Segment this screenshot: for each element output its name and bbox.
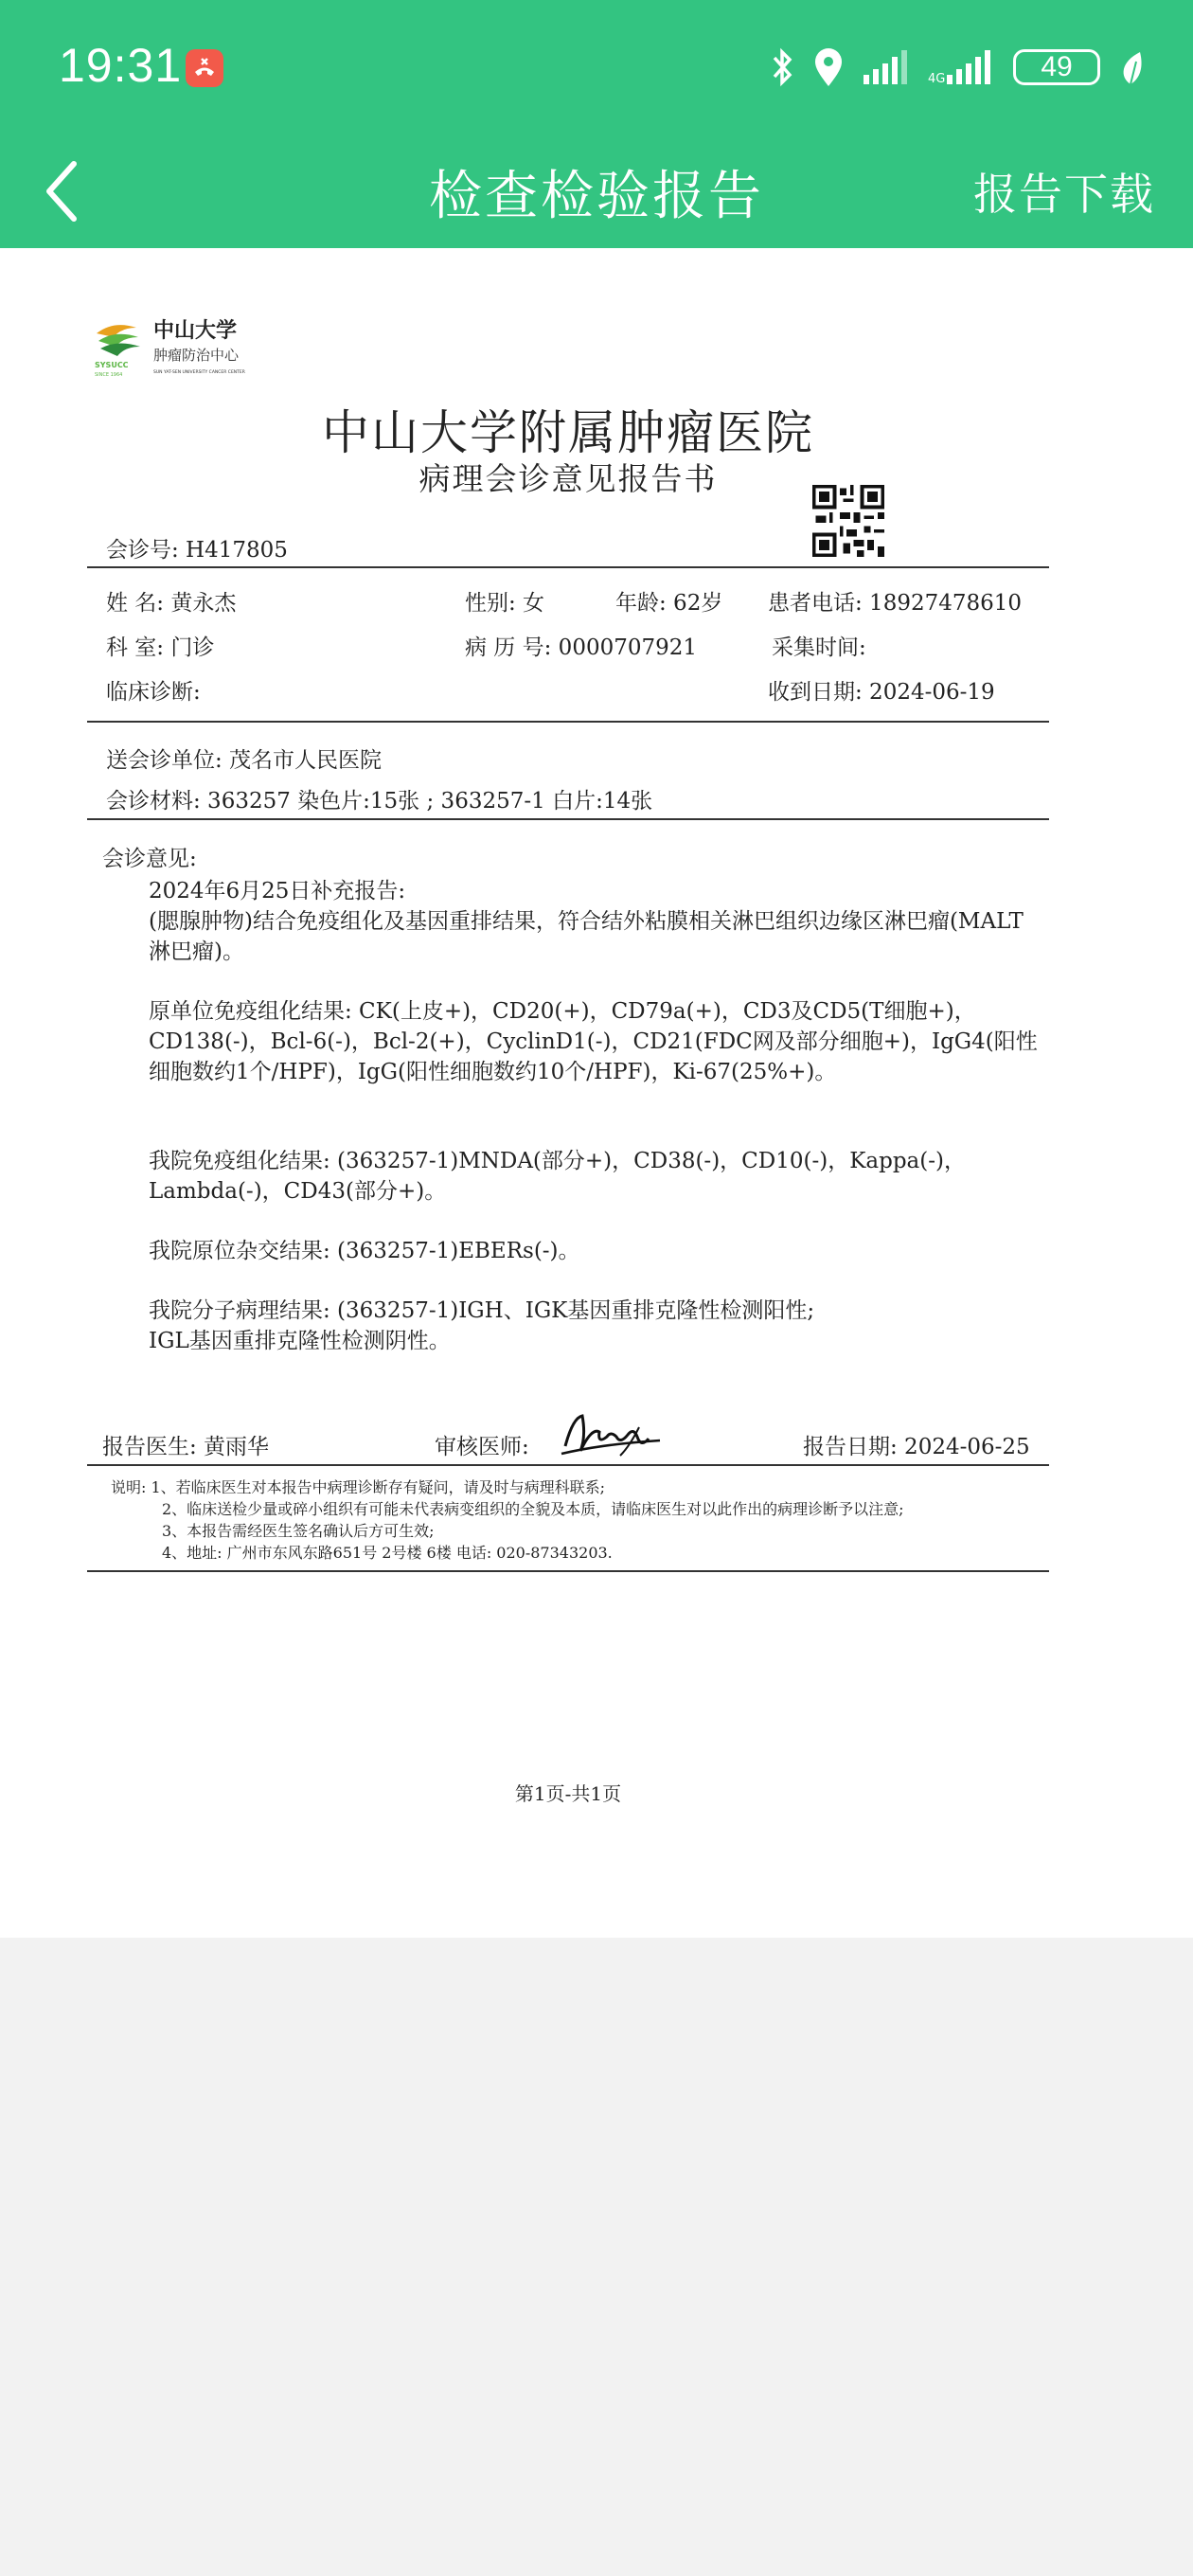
note-line-4: 4、地址: 广州市东风东路651号 2号楼 6楼 电话: 020-87343203. (162, 1544, 613, 1562)
collection-time: 采集时间: (772, 635, 866, 660)
logo-english: SUN YAT-SEN UNIVERSITY CANCER CENTER (153, 370, 245, 375)
clinical-diagnosis: 临床诊断: (106, 680, 201, 705)
divider (87, 566, 1049, 568)
nav-bar (0, 137, 1193, 248)
logo-text: 中山大学 (153, 318, 238, 343)
divider (87, 1464, 1049, 1466)
consult-number: 会诊号: H417805 (106, 538, 288, 563)
location-icon (812, 46, 845, 88)
note-line-3: 3、本报告需经医生签名确认后方可生效; (162, 1522, 435, 1540)
logo-since: SINCE 1964 (95, 372, 123, 378)
app-header (0, 0, 1193, 248)
opinion-original-ihc: 原单位免疫组化结果: CK(上皮+)，CD20(+)，CD79a(+)，CD3及CD5(T细胞+)，CD138(-)，Bcl-6(-)，Bcl-2(+)，CyclinD1(-)，CD21(FDC网及部分细胞+)，IgG4(阳性细胞数约1个/HPF)，IgG(阳性细胞数约10个/HPF)，Ki-67(25%+)。 (149, 999, 1038, 1084)
report-doctor: 报告医生: 黄雨华 (102, 1435, 270, 1459)
opinion-diagnosis: (腮腺肿物)结合免疫组化及基因重排结果，符合结外粘膜相关淋巴组织边缘区淋巴瘤(MALT淋巴瘤)。 (149, 909, 1024, 964)
medical-record-number: 病 历 号: 0000707921 (465, 635, 698, 660)
page-title: 检查检验报告 (429, 166, 764, 227)
signal-icon (862, 48, 911, 86)
status-bar (0, 0, 1193, 137)
battery-indicator: 49 (1013, 49, 1100, 85)
consult-material: 会诊材料: 363257 染色片:15张 ; 363257-1 白片:14张 (106, 789, 653, 814)
svg-text:4G: 4G (928, 72, 946, 86)
patient-sex: 性别: 女 (465, 591, 545, 616)
signal-icon-2 (928, 48, 996, 86)
report-date: 报告日期: 2024-06-25 (803, 1435, 1030, 1459)
department: 科 室: 门诊 (106, 635, 215, 660)
note-line-2: 2、临床送检少量或碎小组织有可能未代表病变组织的全貌及本质，请临床医生对以此作出的病理诊断予以注意; (162, 1500, 904, 1518)
divider (87, 818, 1049, 820)
opinion-label: 会诊意见: (102, 847, 197, 871)
divider (87, 721, 1049, 723)
opinion-molecular-2: IGL基因重排克隆性检测阴性。 (149, 1329, 451, 1353)
reviewer-label: 审核医师: (435, 1435, 529, 1459)
report-document (0, 248, 1193, 1938)
patient-phone: 患者电话: 18927478610 (768, 591, 1023, 616)
divider (87, 1570, 1049, 1572)
patient-age: 年龄: 62岁 (615, 591, 723, 616)
download-report-button[interactable]: 报告下载 (973, 169, 1155, 220)
page-number: 第1页-共1页 (514, 1782, 622, 1805)
call-notification-icon (186, 49, 223, 87)
hospital-logo (95, 313, 265, 379)
qr-code (812, 485, 884, 557)
bluetooth-icon (771, 46, 795, 88)
sending-unit: 送会诊单位: 茂名市人民医院 (106, 748, 383, 773)
opinion-molecular: 我院分子病理结果: (363257-1)IGH、IGK基因重排克隆性检测阳性; (149, 1298, 815, 1323)
report-title: 病理会诊意见报告书 (418, 460, 718, 497)
logo-abbr: SYSUCC (95, 361, 129, 369)
patient-name: 姓 名: 黄永杰 (106, 591, 237, 616)
hospital-name: 中山大学附属肿瘤医院 (322, 405, 814, 460)
leaf-icon (1117, 48, 1144, 86)
received-date: 收到日期: 2024-06-19 (768, 680, 995, 705)
logo-subtext: 肿瘤防治中心 (153, 347, 240, 364)
note-line-1: 说明: 1、若临床医生对本报告中病理诊断存有疑问，请及时与病理科联系; (111, 1478, 606, 1496)
opinion-our-ihc: 我院免疫组化结果: (363257-1)MNDA(部分+)，CD38(-)，CD10(-)，Kappa(-)，Lambda(-)，CD43(部分+)。 (149, 1149, 966, 1204)
opinion-supplement-date: 2024年6月25日补充报告: (149, 879, 406, 903)
status-icons (771, 43, 1144, 92)
reviewer-signature (554, 1399, 668, 1470)
status-time: 19:31 (59, 39, 183, 92)
opinion-ish: 我院原位杂交结果: (363257-1)EBERs(-)。 (149, 1239, 580, 1263)
